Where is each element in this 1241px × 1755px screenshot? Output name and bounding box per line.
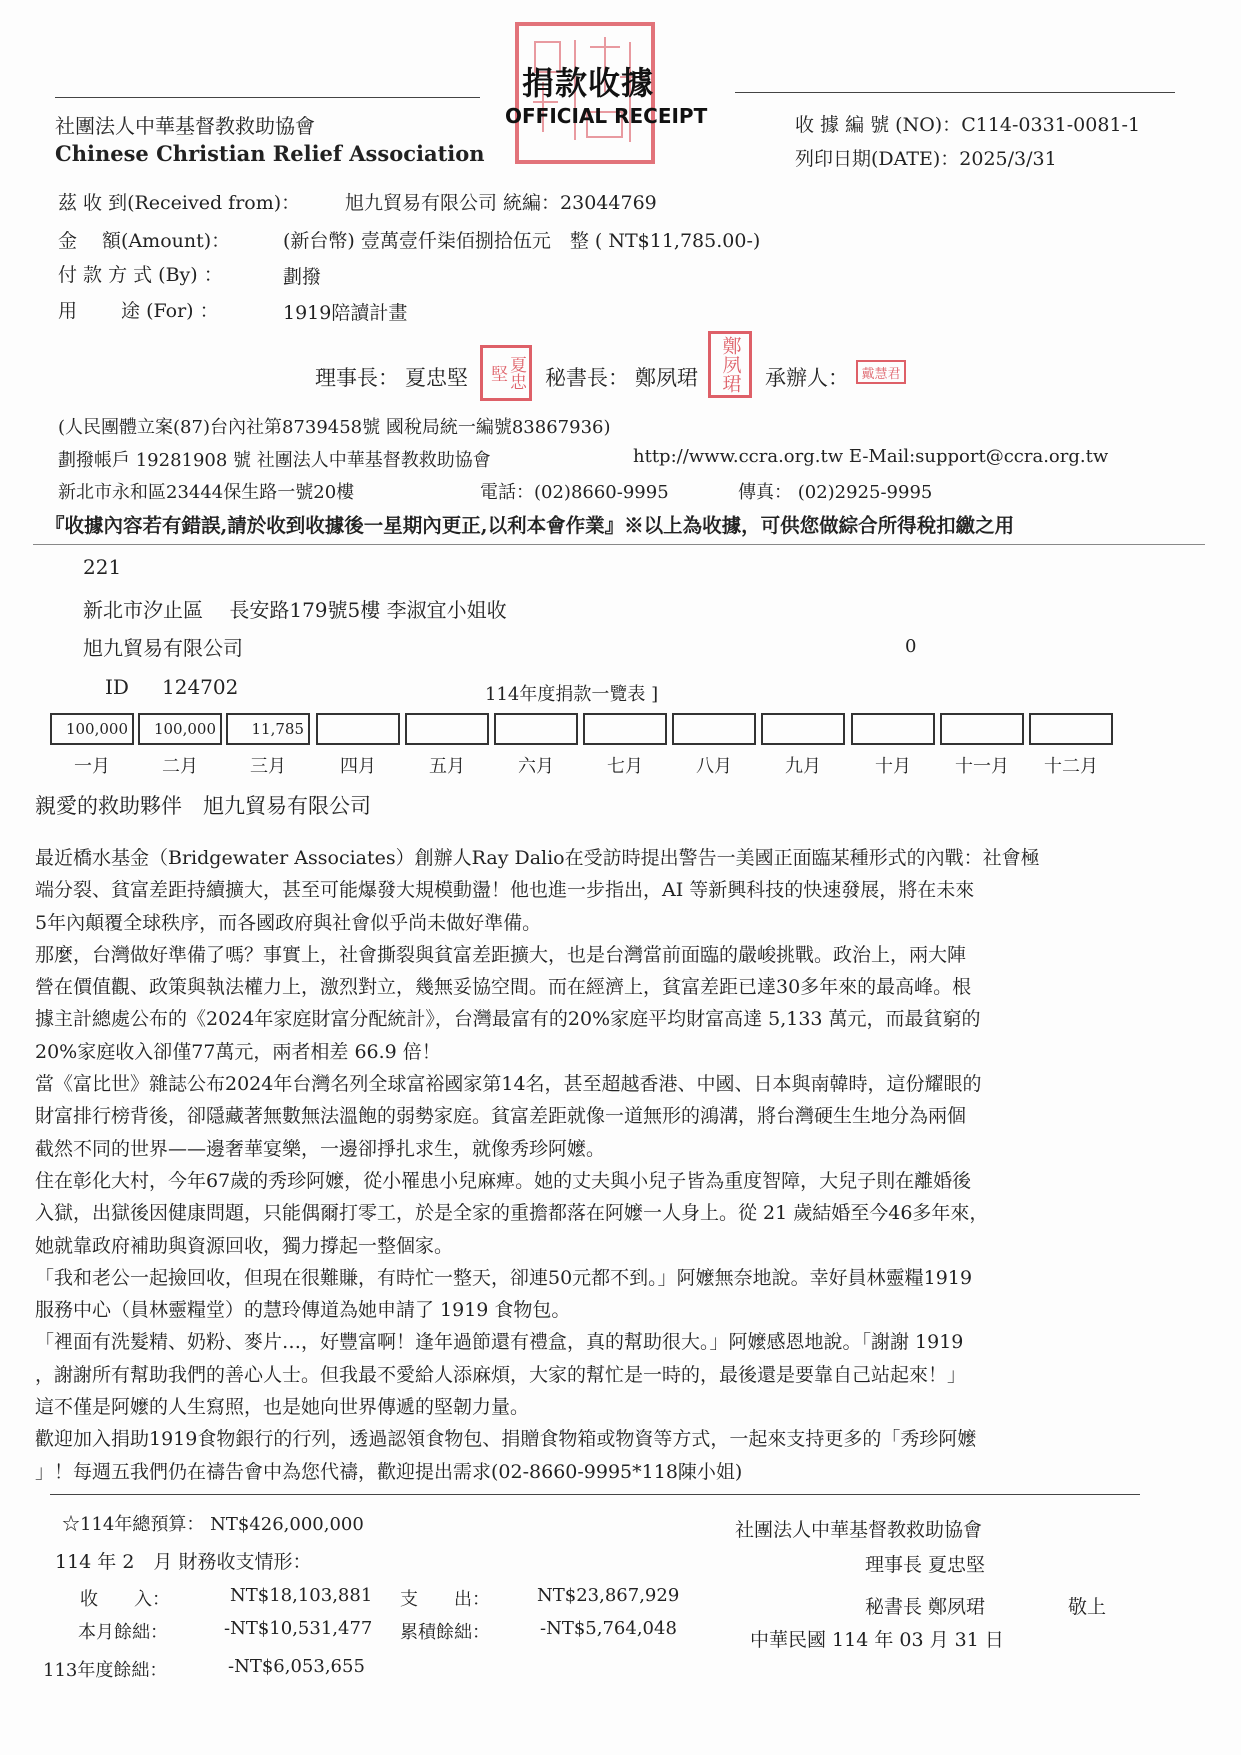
letter-line: ，謝謝所有幫助我們的善心人士。但我最不愛給人添麻煩，大家的幫忙是一時的，最後還是要靠自己站起來！」 [35, 1363, 967, 1386]
secretary-name: 鄭夙珺 [635, 366, 698, 390]
month-balance-label: 本月餘絀： [78, 1622, 168, 1643]
letter-line: 「裡面有洗髮精、奶粉、麥片…，好豐富啊！逢年過節還有禮盒，真的幫助很大。」阿嬤感恩地說。「謝謝 1919 [35, 1331, 964, 1354]
letter-line: 營在價值觀、政策與執法權力上，激烈對立，幾無妥協空間。而在經濟上，貧富差距已達30多年來的最高峰。根 [35, 976, 972, 999]
secretary-label: 秘書長： [545, 366, 629, 390]
org-phone: 電話：(02)8660-9995 [480, 482, 669, 503]
letter-line: 當《富比世》雜誌公布2024年台灣名列全球富裕國家第14名，甚至超越香港、中國、日本與南韓時，這份耀眼的 [35, 1073, 982, 1096]
month-label: 四月 [340, 756, 376, 777]
donor-id-label: ID [105, 675, 129, 699]
postal-account: 劃撥帳戶 19281908 號 社團法人中華基督教救助協會 [58, 450, 491, 471]
purpose-label: 用 途 (For) ： [58, 300, 219, 322]
amount-value: (新台幣) 壹萬壹仟柒佰捌拾伍元 整 ( NT$11,785.00-) [283, 230, 761, 252]
chair-label: 理事長： [315, 366, 399, 390]
expense-value: NT$23,867,929 [537, 1585, 680, 1606]
letter-line: 」！每週五我們仍在禱告會中為您代禱，歡迎提出需求(02-8660-9995*118陳小姐) [35, 1460, 743, 1483]
print-date-value: 2025/3/31 [959, 148, 1057, 170]
received-from-label: 茲 收 到(Received from)： [58, 192, 301, 214]
month-label: 九月 [785, 756, 821, 777]
org-name-zh: 社團法人中華基督教救助協會 [55, 114, 315, 138]
month-balance-value: -NT$10,531,477 [224, 1618, 373, 1639]
month-label: 三月 [250, 756, 286, 777]
correction-notice: 『收據內容若有錯誤,請於收到收據後一星期內更正,以利本會作業』※以上為收據，可供您做綜合所得稅扣繳之用 [45, 514, 1015, 537]
donation-box-7 [583, 713, 667, 745]
org-name-en: Chinese Christian Relief Association [55, 141, 485, 166]
closing-org: 社團法人中華基督教救助協會 [735, 1519, 983, 1541]
chair-seal: 夏忠堅 [480, 345, 532, 401]
org-fax: 傳真： (02)2925-9995 [738, 482, 933, 503]
payment-method-value: 劃撥 [283, 266, 322, 288]
print-date [795, 144, 1057, 171]
receipt-number [795, 110, 1140, 137]
letter-line: 最近橋水基金（Bridgewater Associates）創辦人Ray Dalio在受訪時提出警告一美國正面臨某種形式的內戰：社會極 [35, 847, 1040, 869]
donation-box-3: 11,785 [226, 713, 310, 745]
letter-line: 端分裂、貧富差距持續擴大，甚至可能爆發大規模動盪！他也進一步指出，AI 等新興科技的快速發展，將在未來 [35, 879, 975, 902]
donation-box-4 [316, 713, 400, 745]
donor-id: 124702 [162, 675, 239, 699]
letter-line: 她就靠政府補助與資源回收，獨力撐起一整個家。 [35, 1234, 454, 1257]
org-address: 新北市永和區23444保生路一號20樓 [58, 482, 355, 503]
letter-line: 服務中心（員林靈糧堂）的慧玲傳道為她申請了 1919 食物包。 [35, 1299, 571, 1322]
donation-box-10 [851, 713, 935, 745]
prev-year-balance-value: -NT$6,053,655 [228, 1656, 365, 1677]
expense-label: 支 出： [400, 1589, 490, 1610]
finance-period: 114 年 2 月 財務收支情形： [55, 1551, 312, 1573]
month-label: 六月 [518, 756, 554, 777]
donation-box-1: 100,000 [50, 713, 134, 745]
letter-line: 財富排行榜背後，卻隱藏著無數無法溫飽的弱勢家庭。貧富差距就像一道無形的鴻溝，將台灣硬生生地分為兩個 [35, 1105, 967, 1128]
mailing-company: 旭九貿易有限公司 [83, 636, 243, 660]
purpose-value: 1919陪讀計畫 [283, 302, 408, 324]
month-label: 八月 [696, 756, 732, 777]
mailing-zero: 0 [905, 636, 917, 657]
amount-label: 金 額(Amount)： [58, 230, 231, 252]
prev-year-balance-label: 113年度餘絀： [43, 1660, 168, 1681]
cumulative-balance-value: -NT$5,764,048 [540, 1618, 677, 1639]
month-label: 二月 [162, 756, 198, 777]
month-label: 七月 [607, 756, 643, 777]
letter-line: 這不僅是阿嬤的人生寫照，也是她向世界傳遞的堅韌力量。 [35, 1396, 530, 1419]
receipt-number-label: 收 據 編 號 (NO)： [795, 114, 962, 136]
receipt-number-value: C114-0331-0081-1 [961, 114, 1141, 136]
donation-box-5 [405, 713, 489, 745]
letter-line: 歡迎加入捐助1919食物銀行的行列，透過認領食物包、捐贈食物箱或物資等方式，一起來支持更多的「秀珍阿嬤 [35, 1428, 977, 1451]
income-value: NT$18,103,881 [230, 1585, 373, 1606]
letter-line: 5年內顛覆全球秩序，而各國政府與社會似乎尚未做好準備。 [35, 911, 542, 934]
closing-respect: 敬上 [1068, 1596, 1107, 1618]
payment-method-label: 付 款 方 式 (By) ： [58, 264, 223, 286]
chair-name: 夏忠堅 [405, 366, 468, 390]
footer-divider [50, 1494, 1140, 1495]
handler-seal: 戴慧君 [856, 360, 906, 384]
letter-greeting: 親愛的救助夥伴 旭九貿易有限公司 [35, 794, 371, 818]
month-label: 五月 [429, 756, 465, 777]
budget [62, 1510, 364, 1536]
closing-chair: 理事長 夏忠堅 [865, 1554, 986, 1576]
cumulative-balance-label: 累積餘絀： [400, 1622, 490, 1643]
letter-line: 那麼，台灣做好準備了嗎？事實上，社會撕裂與貧富差距擴大，也是台灣當前面臨的嚴峻挑戰。政治上，兩大陣 [35, 943, 967, 966]
donation-box-11 [940, 713, 1024, 745]
income-label: 收 入： [80, 1589, 170, 1610]
budget-value: NT$426,000,000 [210, 1514, 364, 1535]
donation-box-6 [494, 713, 578, 745]
header-rule-right [735, 92, 1175, 93]
closing-date: 中華民國 114 年 03 月 31 日 [750, 1629, 1004, 1651]
letter-line: 住在彰化大村，今年67歲的秀珍阿嬤，從小罹患小兒麻痺。她的丈夫與小兒子皆為重度智障，大兒子則在離婚後 [35, 1169, 972, 1192]
section-divider [33, 544, 1205, 545]
handler-label: 承辦人： [765, 366, 849, 390]
letter-line: 20%家庭收入卻僅77萬元，兩者相差 66.9 倍！ [35, 1040, 441, 1063]
budget-label: ☆114年總預算： [62, 1514, 205, 1535]
letter-body [35, 842, 1205, 1488]
web-email: http://www.ccra.org.tw E-Mail:support@ccra.org.tw [633, 446, 1109, 467]
header-rule-left [55, 97, 480, 98]
month-label: 一月 [74, 756, 110, 777]
letter-line: 據主計總處公布的《2024年家庭財富分配統計》，台灣最富有的20%家庭平均財富高達 5,133 萬元，而最貧窮的 [35, 1008, 981, 1031]
month-label: 十一月 [955, 756, 1009, 777]
receipt-title-en: OFFICIAL RECEIPT [505, 104, 708, 128]
secretary-seal: 鄭夙珺 [708, 331, 752, 398]
letter-line: 「我和老公一起撿回收，但現在很難賺，有時忙一整天，卻連50元都不到。」阿嬤無奈地說。幸好員林靈糧1919 [35, 1266, 973, 1289]
donation-box-2: 100,000 [138, 713, 222, 745]
letter-line: 截然不同的世界——邊奢華宴樂，一邊卻掙扎求生，就像秀珍阿嬤。 [35, 1137, 606, 1160]
receipt-title-zh: 捐款收據 [522, 64, 655, 102]
month-label: 十二月 [1044, 756, 1098, 777]
print-date-label: 列印日期(DATE)： [795, 148, 960, 170]
mailing-address: 新北市汐止區 長安路179號5樓 李淑宜小姐收 [83, 598, 507, 622]
month-label: 十月 [875, 756, 911, 777]
donation-box-9 [761, 713, 845, 745]
registration-info: (人民團體立案(87)台內社第8739458號 國稅局統一編號83867936) [58, 417, 611, 438]
letter-line: 入獄，出獄後因健康問題，只能偶爾打零工，於是全家的重擔都落在阿嬤一人身上。從 21 歲結婚至今46多年來， [35, 1202, 989, 1225]
closing-secretary: 秘書長 鄭夙珺 [865, 1596, 986, 1618]
donation-table-title: 114年度捐款一覽表 ] [485, 684, 659, 705]
received-from-value: 旭九貿易有限公司 統編：23044769 [345, 192, 657, 214]
donation-box-8 [672, 713, 756, 745]
donation-box-12 [1029, 713, 1113, 745]
zip-code: 221 [83, 555, 122, 579]
